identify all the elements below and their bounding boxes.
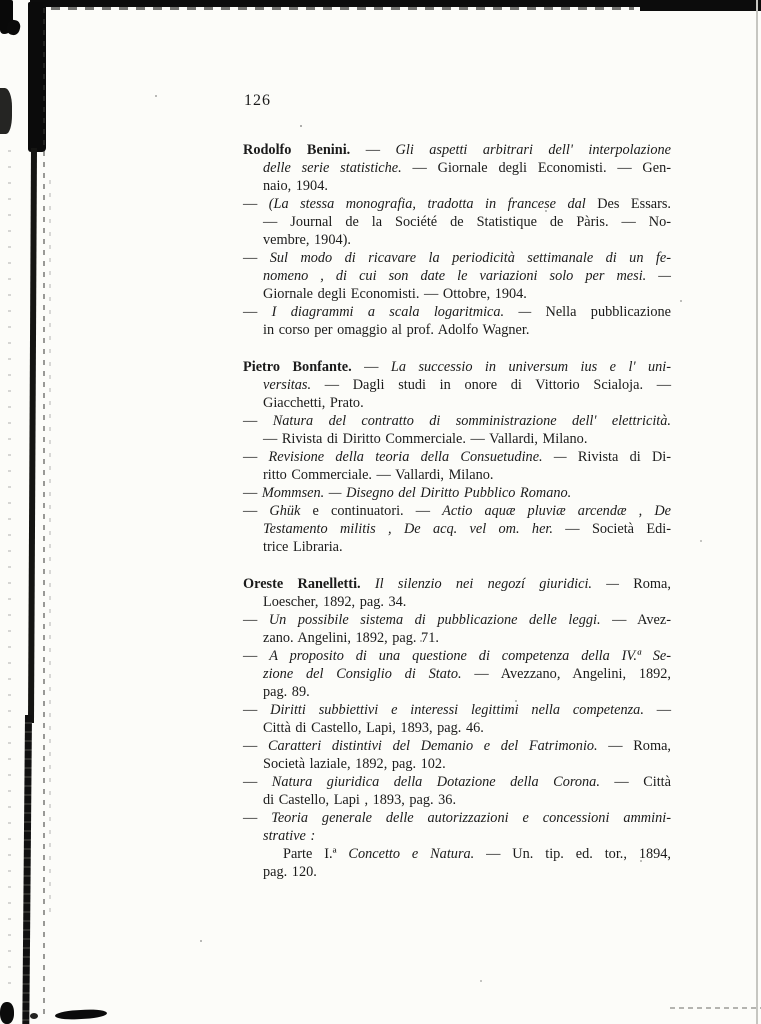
text-line [243, 502, 671, 520]
text-run: — [243, 738, 268, 754]
text-line [243, 611, 671, 629]
bibliography-entry [243, 845, 671, 881]
text-run: Rodolfo Benini. [243, 142, 351, 158]
text-run: Revisione della teoria della Consuetudine. — [268, 449, 578, 465]
scan-artifact-spine-lower [22, 715, 32, 1024]
text-run: — Società Edi- [552, 521, 671, 537]
bibliography-entry [243, 647, 671, 701]
text-run: ritto Commerciale. — Vallardi, Milano. [263, 467, 494, 483]
text-run: — Un. tip. ed. tor., 1894, [474, 846, 671, 862]
scan-artifact-bottom-speck [30, 1013, 38, 1019]
text-run: (La stessa monografia, tradotta in francese dal [268, 196, 598, 212]
bibliography-section [243, 575, 671, 881]
text-run: — [243, 485, 262, 501]
scan-artifact-spine-line [28, 148, 37, 723]
text-run: — [243, 413, 273, 429]
bibliography-entry [243, 249, 671, 303]
text-run: — Avezzano, Angelini, 1892, [461, 666, 671, 682]
text-line [243, 484, 671, 502]
text-run: Teoria generale delle autorizzazioni e concessioni ammini- [271, 810, 671, 826]
text-run: Società laziale, 1892, pag. 102. [263, 756, 446, 772]
text-run: — [243, 648, 270, 664]
text-run: Città di Castello, Lapi, 1893, pag. 46. [263, 720, 484, 736]
text-line [243, 755, 671, 773]
text-run [361, 576, 375, 592]
text-run: — [350, 142, 396, 158]
text-run: Rivista di Di- [577, 449, 672, 465]
text-run: Des Essars. [597, 196, 672, 212]
text-run: Sul modo di ricavare la periodicità settimanale di un fe- [269, 250, 671, 266]
text-line [243, 575, 671, 593]
bibliography-entry [243, 575, 671, 611]
bibliography-section [243, 141, 671, 339]
text-run: — [243, 250, 270, 266]
text-line [243, 141, 671, 159]
text-run: Parte I.ª [283, 846, 349, 862]
text-run: — Dagli studi in onore di Vittorio Scialoja. — [311, 377, 671, 393]
text-line [243, 448, 671, 466]
text-run: Gli aspetti arbitrari dell' interpolazione [395, 142, 671, 158]
text-run: La successio in universum ius e l' uni- [390, 359, 671, 375]
text-run: zano. Angelini, 1892, pag. 71. [263, 630, 439, 646]
text-line [243, 701, 671, 719]
text-run: — [243, 774, 272, 790]
text-run: Ghük [269, 503, 301, 519]
text-line [243, 285, 671, 303]
scan-artifact-specks [0, 0, 2, 2]
text-run: — Città [599, 774, 671, 790]
text-run: Natura giuridica della Dotazione della Corona. [271, 774, 600, 790]
text-run: — Giornale degli Economisti. — Gen- [401, 160, 671, 176]
text-run: strative : [263, 828, 316, 844]
text-run: — [243, 810, 272, 826]
scan-artifact-bottom-blob [0, 1002, 14, 1024]
text-run: — [243, 702, 271, 718]
page-number: 126 [244, 92, 271, 109]
text-line [243, 394, 671, 412]
text-run: naio, 1904. [263, 178, 328, 194]
text-line [243, 213, 671, 231]
text-run: trice Libraria. [263, 539, 343, 555]
text-run: Caratteri distintivi del Demanio e del Fatrimonio. [267, 738, 598, 754]
text-run: Mommsen. — Disegno del Diritto Pubblico Romano. [261, 485, 572, 501]
bibliography-entry [243, 141, 671, 195]
scan-artifact-striation [43, 8, 45, 1016]
text-run: — Rivista di Diritto Commerciale. — Vallardi, Milano. [263, 431, 588, 447]
text-line [243, 466, 671, 484]
text-run: vembre, 1904). [263, 232, 351, 248]
text-run: di Castello, Lapi , 1893, pag. 36. [263, 792, 457, 808]
bibliography-entry [243, 358, 671, 412]
text-run: — [243, 304, 272, 320]
text-line [243, 412, 671, 430]
text-run: Natura del contratto di somministrazione dell' elettricità. [272, 413, 671, 429]
bibliography-entry [243, 448, 671, 484]
text-run: Nella pubblicazione [545, 304, 671, 320]
scan-artifact-top-bar-right [640, 0, 761, 11]
text-line [243, 665, 671, 683]
text-line [243, 231, 671, 249]
text-run: — [243, 196, 269, 212]
text-run: Concetto e Natura. [348, 846, 475, 862]
text-run: Roma, [633, 576, 671, 592]
text-line [243, 249, 671, 267]
bibliography-entry [243, 412, 671, 448]
text-run: Loescher, 1892, pag. 34. [263, 594, 407, 610]
bibliography-section [243, 358, 671, 556]
scan-artifact-corner-blob [0, 0, 13, 34]
bibliography [243, 141, 671, 881]
text-line [243, 845, 671, 863]
text-run: — [643, 702, 672, 718]
scan-artifact-top-edge-noise [34, 7, 634, 10]
bibliography-entry [243, 484, 671, 502]
text-line [243, 629, 671, 647]
text-run: in corso per omaggio al prof. Adolfo Wagner. [263, 322, 530, 338]
text-line [243, 195, 671, 213]
text-line [243, 303, 671, 321]
text-line [243, 376, 671, 394]
scan-artifact-spine-top [28, 2, 46, 152]
text-run: Giornale degli Economisti. — Ottobre, 1904. [263, 286, 527, 302]
scan-artifact-edge-blob [0, 88, 12, 134]
text-run: versitas. [263, 377, 312, 393]
text-line [243, 809, 671, 827]
scan-artifact-right-edge [756, 0, 758, 1024]
scan-artifact-edge-blob [5, 19, 21, 37]
bibliography-entry [243, 611, 671, 647]
text-line [243, 719, 671, 737]
text-run: Testamento militis , De acq. vel om. her. [263, 521, 553, 537]
text-line [243, 177, 671, 195]
text-run: Oreste Ranelletti. [243, 576, 361, 592]
bibliography-entry [243, 737, 671, 773]
text-run: — Roma, [597, 738, 671, 754]
bibliography-entry [243, 809, 671, 845]
text-run: — [243, 449, 269, 465]
text-line [243, 773, 671, 791]
text-run: pag. 89. [263, 684, 310, 700]
bibliography-entry [243, 502, 671, 556]
bibliography-entry [243, 195, 671, 249]
text-line [243, 267, 671, 285]
text-run: nomeno , di cui son date le variazioni solo per mesi. — [263, 268, 671, 284]
text-run: Diritti subbiettivi e interessi legittimi nella competenza. [270, 702, 644, 718]
text-run: pag. 120. [263, 864, 317, 880]
text-run: I diagrammi a scala logaritmica. — [271, 304, 546, 320]
text-run: delle serie statistiche. [263, 160, 402, 176]
scan-artifact-bottom-blob [55, 1009, 107, 1021]
text-line [243, 647, 671, 665]
text-run: e continuatori. — [300, 503, 443, 519]
scan-artifact-top-bar [30, 0, 761, 7]
scan-artifact-bottom-dots [670, 1007, 761, 1009]
text-run: — [243, 503, 270, 519]
text-line [243, 358, 671, 376]
text-line [243, 827, 671, 845]
text-run: — Avez- [600, 612, 671, 628]
text-line [243, 520, 671, 538]
bibliography-entry [243, 701, 671, 737]
bibliography-entry [243, 303, 671, 339]
scan-artifact-striation [49, 180, 51, 920]
text-line [243, 159, 671, 177]
text-run: Pietro Bonfante. [243, 359, 352, 375]
text-run: Un possibile sistema di pubblicazione delle leggi. [268, 612, 601, 628]
text-run: A proposito di una questione di competenza della IV.ª Se- [269, 648, 671, 664]
text-line [243, 321, 671, 339]
bibliography-entry [243, 773, 671, 809]
text-line [243, 737, 671, 755]
text-line [243, 593, 671, 611]
scan-artifact-left-noise [8, 150, 11, 990]
text-run: — Journal de la Société de Statistique de Pàris. — No- [263, 214, 671, 230]
text-line [243, 863, 671, 881]
text-run: Actio aquæ pluviæ arcendæ , De [442, 503, 671, 519]
text-run: Il silenzio nei negozí giuridici. — [374, 576, 634, 592]
text-run: zione del Consiglio di Stato. [263, 666, 462, 682]
text-line [243, 430, 671, 448]
text-run: — [243, 612, 269, 628]
text-line [243, 683, 671, 701]
text-line [243, 791, 671, 809]
text-run: — [351, 359, 391, 375]
text-run: Giacchetti, Prato. [263, 395, 364, 411]
text-line [243, 538, 671, 556]
